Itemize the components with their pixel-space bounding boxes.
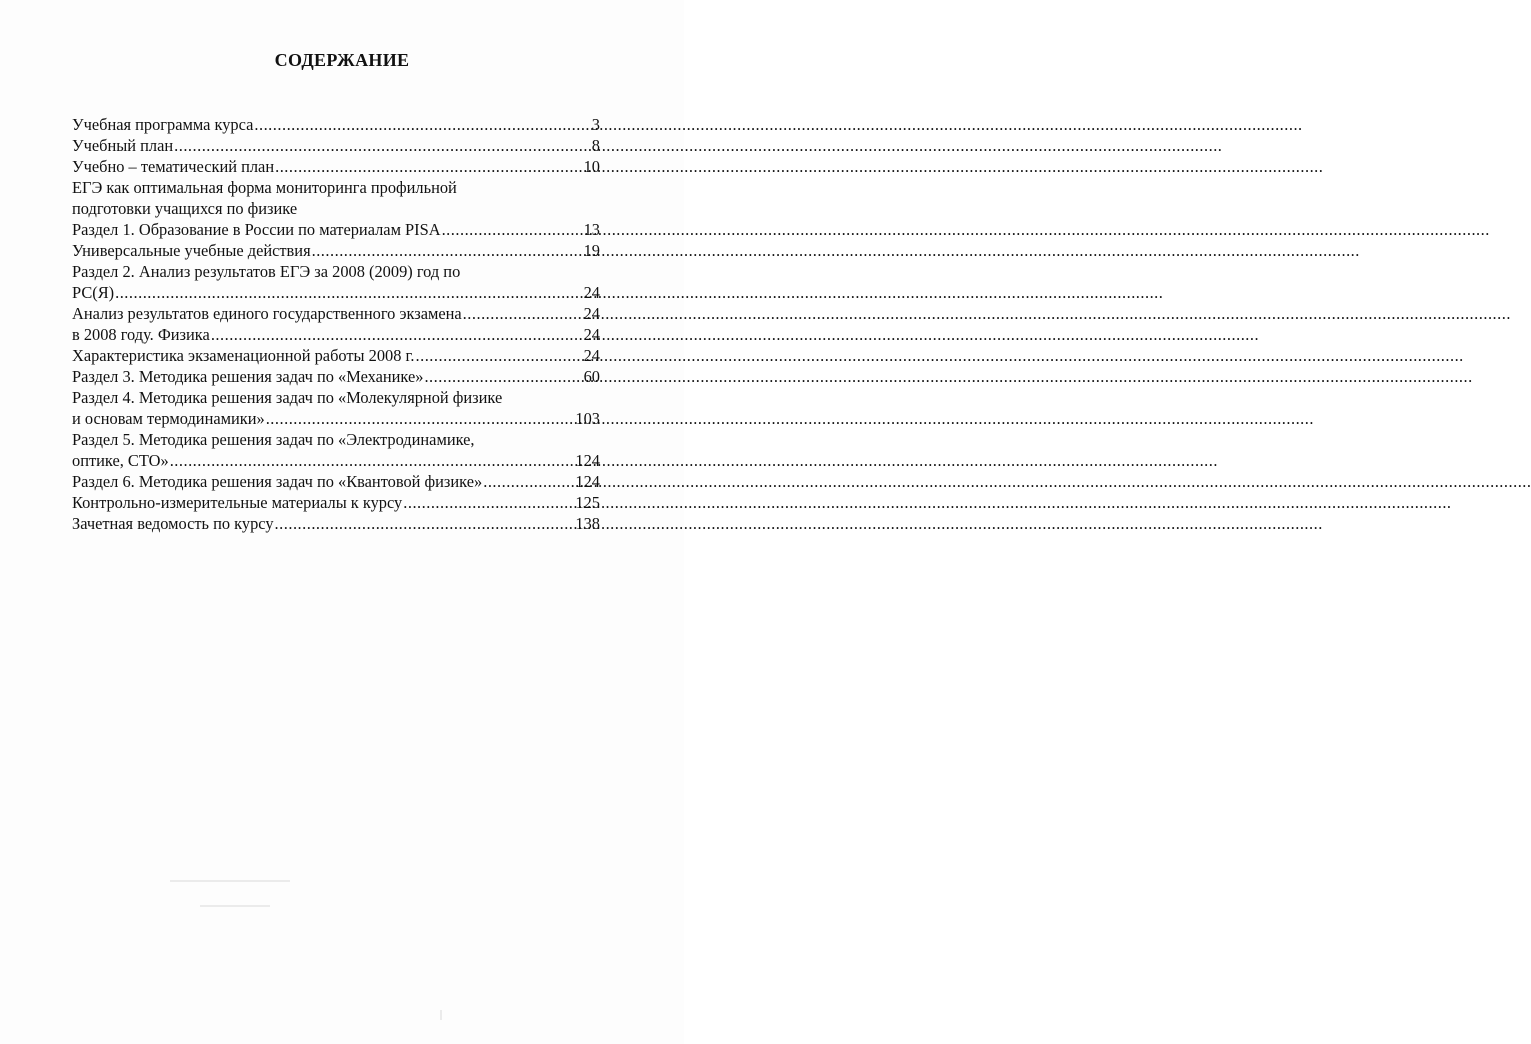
toc-page-number: 24 [583, 304, 600, 323]
toc-entry-line [72, 471, 600, 492]
toc-entry-line [72, 324, 600, 345]
toc-entry-title: Раздел 1. Образование в России по материалам PISA [72, 220, 441, 239]
toc-entry-title: Зачетная ведомость по курсу [72, 514, 274, 533]
dot-leader [275, 513, 575, 534]
toc-page-number: 138 [575, 514, 600, 533]
toc-entry [72, 135, 600, 156]
toc-page-number: 124 [575, 451, 600, 470]
toc-entry [72, 471, 600, 492]
toc-entry-line [72, 408, 600, 429]
toc-page-number: 24 [583, 346, 600, 365]
dot-leader [211, 324, 583, 345]
toc-page-number: 124 [575, 472, 600, 491]
toc-entry-line [72, 156, 600, 177]
dot-leader [275, 156, 583, 177]
document-page [0, 0, 684, 1044]
toc-entry-title: в 2008 году. Физика [72, 325, 210, 344]
toc-entry-title: Раздел 3. Методика решения задач по «Механике» [72, 367, 424, 386]
toc-page-number: 125 [575, 493, 600, 512]
toc-entry [72, 156, 600, 177]
toc-entry-title: Раздел 5. Методика решения задач по «Электродинамике, [72, 430, 475, 449]
dot-leader [424, 366, 582, 387]
dot-leader [254, 114, 590, 135]
toc-entry-title: подготовки учащихся по физике [72, 199, 298, 218]
toc-entry-line [72, 492, 600, 513]
toc-entry [72, 240, 600, 261]
toc-page-number: 3 [591, 115, 600, 134]
toc-entry-title: Учебный план [72, 136, 174, 155]
toc-entry-title: Раздел 2. Анализ результатов ЕГЭ за 2008 (2009) год по [72, 262, 461, 281]
toc-page-number: 103 [575, 409, 600, 428]
toc-entry [72, 261, 600, 303]
scan-artifact [170, 880, 290, 882]
toc-entry [72, 114, 600, 135]
toc-entry-line [72, 366, 600, 387]
toc-entry-line [72, 450, 600, 471]
toc-entry-title: Характеристика экзаменационной работы 2008 г. [72, 346, 415, 365]
toc-entry-line [72, 513, 600, 534]
toc-entry [72, 429, 600, 471]
toc-entry [72, 303, 600, 324]
toc-entry [72, 177, 600, 219]
toc-page-number: 8 [591, 136, 600, 155]
toc-entry-line [72, 240, 600, 261]
toc-entry-line [72, 345, 600, 366]
toc-entry-line [72, 219, 600, 240]
table-of-contents [72, 114, 600, 534]
toc-entry-title: Раздел 4. Методика решения задач по «Молекулярной физике [72, 388, 503, 407]
toc-page-number: 13 [583, 220, 600, 239]
toc-page-number: 10 [583, 157, 600, 176]
toc-entry-title: Раздел 6. Методика решения задач по «Квантовой физике» [72, 472, 483, 491]
dot-leader [174, 135, 591, 156]
page-title: СОДЕРЖАНИЕ [274, 50, 410, 70]
toc-entry-title: Учебная программа курса [72, 115, 254, 134]
toc-entry-line [72, 303, 600, 324]
toc-entry-title: оптике, СТО» [72, 451, 169, 470]
toc-entry-title: ЕГЭ как оптимальная форма мониторинга профильной [72, 178, 457, 197]
toc-entry [72, 345, 600, 366]
toc-entry-title: РС(Я) [72, 283, 115, 302]
toc-page-number: 24 [583, 325, 600, 344]
scan-artifact [200, 905, 270, 907]
toc-entry-title: Учебно – тематический план [72, 157, 275, 176]
toc-page-number: 24 [583, 283, 600, 302]
toc-page-number: 60 [583, 367, 600, 386]
dot-leader [266, 408, 575, 429]
dot-leader [463, 303, 583, 324]
toc-entry [72, 492, 600, 513]
toc-entry-title: Анализ результатов единого государственного экзамена [72, 304, 462, 323]
toc-entry-line [72, 135, 600, 156]
toc-entry-title: и основам термодинамики» [72, 409, 265, 428]
toc-entry [72, 387, 600, 429]
dot-leader [416, 345, 583, 366]
dot-leader [442, 219, 583, 240]
scan-artifact [440, 1010, 442, 1020]
dot-leader [312, 240, 583, 261]
toc-entry [72, 219, 600, 240]
toc-entry-line [72, 114, 600, 135]
toc-entry [72, 513, 600, 534]
toc-entry-title: Контрольно-измерительные материалы к курсу [72, 493, 403, 512]
dot-leader [170, 450, 575, 471]
dot-leader [483, 471, 574, 492]
dot-leader [403, 492, 574, 513]
dot-leader [115, 282, 583, 303]
toc-entry [72, 366, 600, 387]
toc-entry [72, 324, 600, 345]
toc-page-number: 19 [583, 241, 600, 260]
toc-entry-title: Универсальные учебные действия [72, 241, 311, 260]
toc-entry-line [72, 282, 600, 303]
